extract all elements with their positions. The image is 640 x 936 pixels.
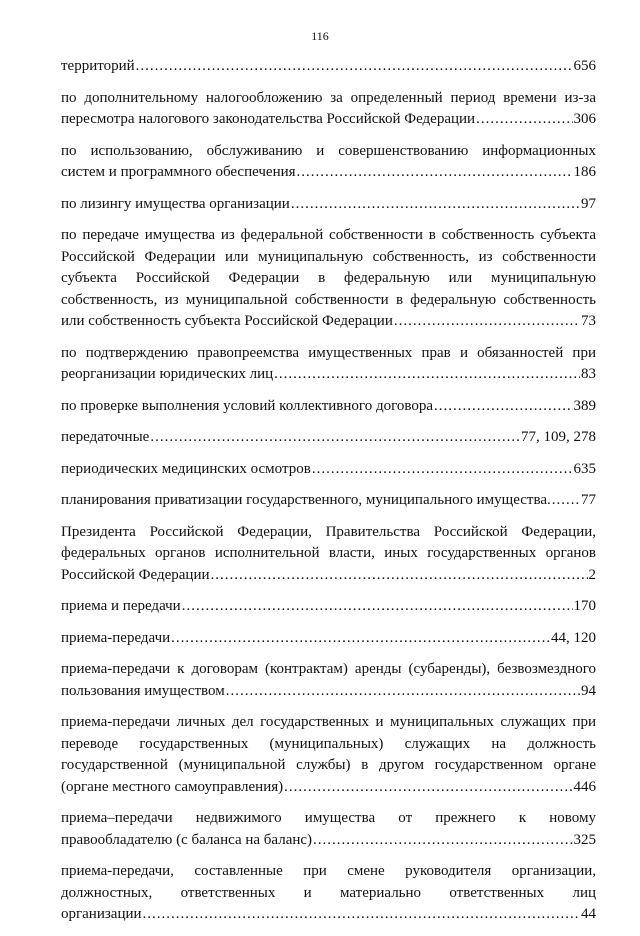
entry-text: или собственность субъекта Российской Федерации [61, 313, 393, 329]
entry-page-ref: 94 [581, 682, 596, 699]
entry-page-ref: 77 [581, 492, 596, 508]
entry-text: передаточные [61, 429, 150, 445]
dot-leader [476, 109, 572, 131]
entry-line: Президента Российской Федерации, Правительства Российской Федерации, [61, 523, 596, 540]
entry-text: территорий [61, 58, 135, 74]
entry-page-ref: 186 [573, 164, 596, 180]
entry-text: приема и передачи [61, 598, 181, 614]
page-number: 116 [311, 29, 329, 43]
entry-text: реорганизации юридических лиц [61, 366, 274, 382]
dot-leader [136, 56, 573, 78]
dot-leader [434, 396, 573, 418]
dot-leader [312, 459, 573, 481]
entry-text: пересмотра налогового законодательства Российской Федерации [61, 111, 476, 127]
index-entry [61, 427, 596, 449]
index-entry [61, 141, 596, 184]
entry-line: собственность, из муниципальной собственности в федеральную собственность [61, 291, 596, 308]
dot-leader [171, 628, 550, 650]
dot-leader [143, 904, 580, 926]
index-entry [61, 343, 596, 386]
entry-page-ref: 97 [581, 195, 596, 212]
index-entry [61, 88, 596, 131]
entry-page-ref: 73 [581, 313, 596, 329]
entry-page-ref: 44, 120 [551, 629, 596, 646]
entry-line: субъекта Российской Федерации в федеральную или муниципальную [61, 270, 596, 286]
entry-text: (органе местного самоуправления) [61, 778, 284, 795]
index-entry [61, 808, 596, 851]
entry-line: по передаче имущества из федеральной собственности в собственность субъекта [61, 227, 596, 243]
entry-page-ref: 77, 109, 278 [521, 429, 596, 445]
index-entry [61, 56, 596, 78]
index-entry [61, 596, 596, 618]
index-entry [61, 459, 596, 481]
entry-text: правообладателю (с баланса на баланс) [61, 831, 313, 848]
entry-page-ref: 656 [573, 58, 596, 74]
entry-last-line [61, 427, 596, 449]
dot-leader [182, 596, 573, 618]
entry-text: периодических медицинских осмотров [61, 460, 311, 477]
dot-leader [150, 427, 520, 449]
entry-last-line [61, 904, 596, 926]
entry-page-ref: 325 [573, 831, 596, 848]
entry-last-line [61, 396, 596, 418]
dot-leader [274, 364, 580, 386]
entry-line: по использованию, обслуживанию и совершенствованию информационных [61, 142, 596, 159]
entry-line: по подтверждению правопреемства имущественных прав и обязанностей при [61, 344, 596, 361]
index-list [61, 56, 596, 936]
index-entry [61, 194, 596, 216]
entry-last-line [61, 681, 596, 703]
entry-line: Российской Федерации или муниципальную собственность, из собственности [61, 248, 596, 265]
entry-page-ref: 446 [573, 778, 596, 795]
entry-line: должностных, ответственных и материально ответственных лиц [61, 884, 596, 901]
entry-last-line [61, 830, 596, 852]
entry-page-ref: 170 [573, 598, 596, 614]
entry-line: государственной (муниципальной службы) в другом государственном органе [61, 757, 596, 773]
entry-line: приема-передачи к договорам (контрактам) аренды (субаренды), безвозмездного [61, 661, 596, 677]
entry-last-line [61, 364, 596, 386]
entry-last-line [61, 777, 596, 799]
index-entry [61, 225, 596, 333]
entry-text: организации [61, 906, 142, 922]
entry-text: пользования имуществом [61, 682, 225, 699]
entry-text: по проверке выполнения условий коллективного договора [61, 397, 433, 414]
entry-last-line [61, 628, 596, 650]
entry-line: приема–передачи недвижимого имущества от прежнего к новому [61, 810, 596, 826]
entry-page-ref: 306 [573, 111, 596, 127]
entry-last-line [61, 194, 596, 216]
dot-leader [226, 681, 580, 703]
dot-leader [297, 162, 573, 184]
dot-leader [394, 311, 580, 333]
entry-text: приема-передачи [61, 629, 171, 646]
dot-leader [211, 565, 588, 587]
entry-page-ref: 2 [588, 566, 596, 583]
dot-leader [291, 194, 580, 216]
index-entry [61, 490, 596, 512]
index-entry [61, 712, 596, 798]
entry-page-ref: 83 [581, 366, 596, 382]
entry-line: приема-передачи личных дел государственных и муниципальных служащих при [61, 714, 596, 730]
entry-last-line [61, 490, 596, 512]
entry-last-line [61, 565, 596, 587]
entry-line: федеральных органов исполнительной власти, иных государственных органов [61, 545, 596, 561]
dot-leader [552, 490, 580, 512]
index-entry [61, 396, 596, 418]
entry-last-line [61, 162, 596, 184]
index-entry [61, 628, 596, 650]
entry-line: по дополнительному налогообложению за определенный период времени из-за [61, 89, 596, 106]
entry-last-line [61, 596, 596, 618]
dot-leader [284, 777, 572, 799]
entry-last-line [61, 459, 596, 481]
entry-text: по лизингу имущества организации [61, 195, 290, 212]
entry-text: Российской Федерации [61, 566, 210, 583]
entry-line: приема-передачи, составленные при смене руководителя организации, [61, 863, 596, 879]
index-entry [61, 659, 596, 702]
entry-page-ref: 635 [573, 460, 596, 477]
entry-last-line [61, 109, 596, 131]
index-entry [61, 522, 596, 587]
entry-last-line [61, 311, 596, 333]
entry-text: планирования приватизации государственного, муниципального имущества. [61, 492, 551, 508]
entry-text: систем и программного обеспечения [61, 164, 296, 180]
entry-page-ref: 389 [573, 397, 596, 414]
entry-page-ref: 44 [581, 906, 596, 922]
entry-line: переводе государственных (муниципальных) служащих на должность [61, 735, 596, 752]
index-entry [61, 861, 596, 926]
dot-leader [313, 830, 572, 852]
entry-last-line [61, 56, 596, 78]
